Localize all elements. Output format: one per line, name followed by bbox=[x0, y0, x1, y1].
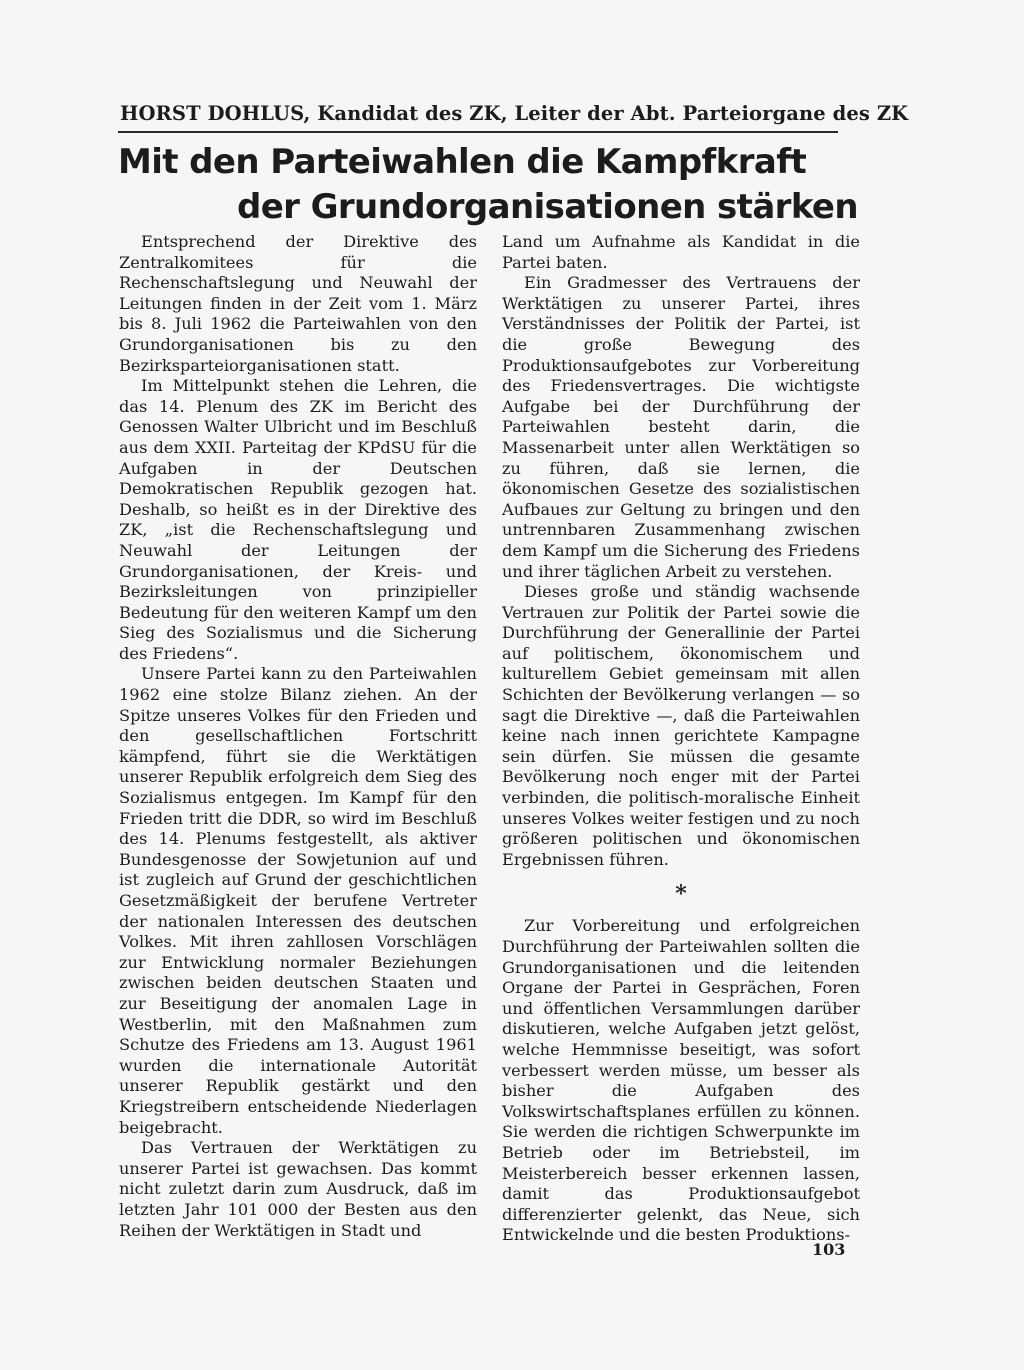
header-rule bbox=[118, 131, 838, 133]
paragraph-continuation: Land um Aufnahme als Kandidat in die Partei baten. bbox=[502, 232, 860, 272]
paragraph: Entsprechend der Direktive des Zentralkomitees für die Rechenschaftslegung und Neuwahl der Leitungen finden in der Zeit vom 1. März bis 8. Juli 1962 die Parteiwahlen von den Grundorganisationen bis zu den Bezirksparteiorganisationen statt. bbox=[119, 232, 477, 375]
paragraph: Im Mittelpunkt stehen die Lehren, die das 14. Plenum des ZK im Bericht des Genossen Walter Ulbricht und im Beschluß aus dem XXII. Parteitag der KPdSU für die Aufgaben in der Deutschen Demokratischen Republik gezogen hat. Deshalb, so heißt es in der Direktive des ZK, „ist die Rechenschaftslegung und Neuwahl der Leitungen der Grundorganisationen, der Kreis- und Bezirksleitungen von prinzipieller Bedeutung für den weiteren Kampf um den Sieg des Sozialismus und die Sicherung des Friedens“. bbox=[119, 376, 477, 663]
page-number: 103 bbox=[812, 1240, 846, 1259]
right-column bbox=[502, 232, 860, 1246]
article-title-line-1: Mit den Parteiwahlen die Kampfkraft bbox=[118, 142, 807, 182]
paragraph: Ein Gradmesser des Vertrauens der Werktätigen zu unserer Partei, ihres Verständnisses der Politik der Partei, ist die große Bewegung des Produktionsaufgebotes zur Vorbereitung des Friedensvertrages. Die wichtigste Aufgabe bei der Durchführung der Parteiwahlen besteht darin, die Massenarbeit unter allen Werktätigen so zu führen, daß sie lernen, die ökonomischen Gesetze des sozialistischen Aufbaues zur Geltung zu bringen und den untrennbaren Zusammenhang zwischen dem Kampf um die Sicherung des Friedens und ihrer täglichen Arbeit zu verstehen. bbox=[502, 273, 860, 581]
paragraph: Dieses große und ständig wachsende Vertrauen zur Politik der Partei sowie die Durchführung der Generallinie der Partei auf politischem, ökonomischem und kulturellem Gebiet gemeinsam mit allen Schichten der Bevölkerung verlangen — so sagt die Direktive —, daß die Parteiwahlen keine nach innen gerichtete Kampagne sein dürfen. Sie müssen die gesamte Bevölkerung noch enger mit der Partei verbinden, die politisch-moralische Einheit unseres Volkes weiter festigen und zu noch größeren politischen und ökonomischen Ergebnissen führen. bbox=[502, 582, 860, 869]
paragraph: Unsere Partei kann zu den Parteiwahlen 1962 eine stolze Bilanz ziehen. An der Spitze unseres Volkes für den Frieden und den gesellschaftlichen Fortschritt kämpfend, führt sie die Werktätigen unserer Republik erfolgreich dem Sieg des Sozialismus entgegen. Im Kampf für den Frieden tritt die DDR, so wird im Beschluß des 14. Plenums festgestellt, als aktiver Bundesgenosse der Sowjetunion auf und ist zugleich auf Grund der geschichtlichen Gesetzmäßigkeit der berufene Vertreter der nationalen Interessen des deutschen Volkes. Mit ihren zahllosen Vorschlägen zur Entwicklung normaler Beziehungen zwischen beiden deutschen Staaten und zur Beseitigung der anomalen Lage in Westberlin, mit den Maßnahmen zum Schutze des Friedens am 13. August 1961 wurden die internationale Autorität unserer Republik gestärkt und den Kriegstreibern entscheidende Niederlagen beigebracht. bbox=[119, 664, 477, 1137]
section-separator: * bbox=[675, 881, 687, 908]
article-title-line-2: der Grundorganisationen stärken bbox=[236, 187, 858, 227]
paragraph: Das Vertrauen der Werktätigen zu unserer Partei ist gewachsen. Das kommt nicht zuletzt darin zum Ausdruck, daß im letzten Jahr 101 000 der Besten aus den Reihen der Werktätigen in Stadt und bbox=[119, 1138, 477, 1240]
left-column bbox=[119, 232, 477, 1241]
article-title bbox=[110, 140, 862, 230]
author-line: HORST DOHLUS, Kandidat des ZK, Leiter der Abt. Parteiorgane des ZK bbox=[120, 102, 909, 125]
paragraph: Zur Vorbereitung und erfolgreichen Durchführung der Parteiwahlen sollten die Grundorganisationen und die leitenden Organe der Partei in Gesprächen, Foren und öffentlichen Versammlungen darüber diskutieren, welche Aufgaben jetzt gelöst, welche Hemmnisse beseitigt, was sofort verbessert werden müsse, um besser als bisher die Aufgaben des Volkswirtschaftsplanes erfüllen zu können. Sie werden die richtigen Schwerpunkte im Betrieb oder im Betriebsteil, im Meisterbereich besser erkennen lassen, damit das Produktionsaufgebot differenzierter gelenkt, das Neue, sich Entwickelnde und die besten Produktions- bbox=[502, 916, 860, 1245]
